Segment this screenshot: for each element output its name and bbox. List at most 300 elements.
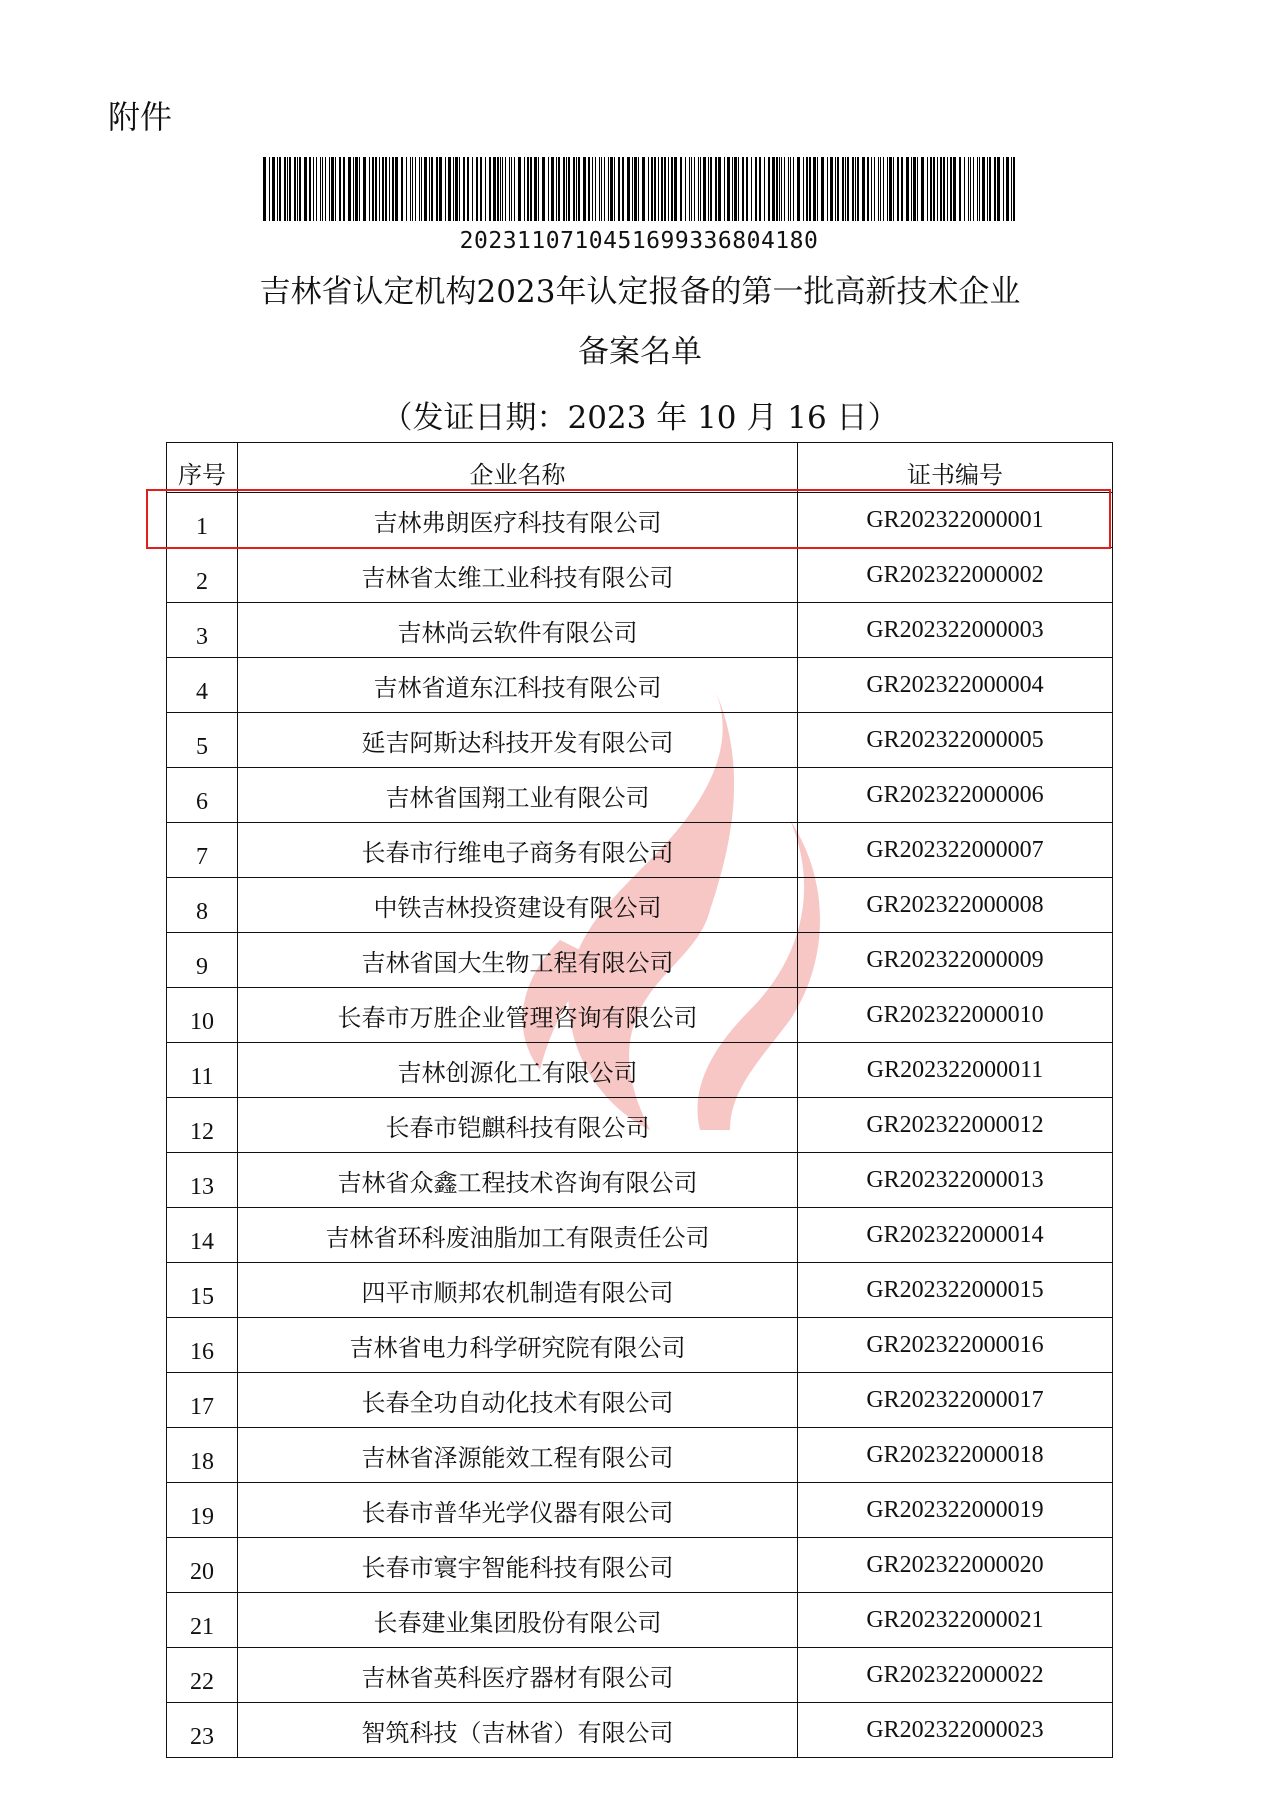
serial-number: 12: [167, 1098, 238, 1153]
barcode-bar: [964, 157, 965, 221]
certificate-number: GR202322000014: [798, 1208, 1113, 1263]
company-name: 吉林省国翔工业有限公司: [238, 768, 798, 823]
barcode-bar: [638, 157, 639, 221]
table-row: [167, 603, 1113, 658]
barcode-bar: [788, 157, 789, 221]
barcode-bar: [463, 157, 465, 221]
serial-number: 13: [167, 1153, 238, 1208]
barcode-bar: [459, 157, 460, 221]
barcode-bar: [299, 157, 301, 221]
barcode-bar: [668, 157, 669, 221]
table-row: [167, 1538, 1113, 1593]
serial-number: 22: [167, 1648, 238, 1703]
barcode-bar: [369, 157, 370, 221]
barcode-bar: [480, 157, 482, 221]
barcode-bar: [551, 157, 554, 221]
barcode-bar: [738, 157, 739, 221]
table-row: [167, 768, 1113, 823]
certificate-number: GR202322000021: [798, 1593, 1113, 1648]
barcode-bar: [917, 157, 918, 221]
certificate-number: GR202322000013: [798, 1153, 1113, 1208]
serial-number: 16: [167, 1318, 238, 1373]
barcode-bar: [429, 157, 430, 221]
barcode-bar: [852, 157, 854, 221]
barcode-bar: [835, 157, 836, 221]
barcode-bar: [568, 157, 570, 221]
barcode-bar: [989, 157, 991, 221]
barcode-bar: [703, 157, 706, 221]
barcode-bar: [689, 157, 690, 221]
barcode-bar: [622, 157, 624, 221]
barcode-bar: [599, 157, 600, 221]
barcode-bar: [671, 157, 673, 221]
barcode-bar: [997, 157, 1000, 221]
barcode-bar: [595, 157, 596, 221]
barcode-bar: [830, 157, 833, 221]
barcode-bar: [279, 157, 281, 221]
barcode-bar: [489, 157, 491, 221]
barcode-bar: [632, 157, 633, 221]
barcode-bar: [906, 157, 909, 221]
barcode-bar: [289, 157, 291, 221]
barcode-bar: [511, 157, 512, 221]
barcode-bar: [563, 157, 565, 221]
barcode-bar: [502, 157, 503, 221]
barcode-bar: [634, 157, 637, 221]
barcode-bar: [322, 157, 323, 221]
barcode-bar: [325, 157, 326, 221]
table-row: [167, 933, 1113, 988]
barcode-bar: [867, 157, 869, 221]
barcode-bar: [566, 157, 567, 221]
barcode-bar: [272, 157, 275, 221]
barcode-bar: [734, 157, 737, 221]
barcode-bar: [448, 157, 451, 221]
company-name: 长春建业集团股份有限公司: [238, 1593, 798, 1648]
table-row: [167, 1483, 1113, 1538]
barcode-bar: [493, 157, 496, 221]
table-row: [167, 878, 1113, 933]
serial-number: 6: [167, 768, 238, 823]
barcode-bar: [406, 157, 407, 221]
barcode-bar: [732, 157, 733, 221]
header-serial: 序号: [167, 443, 238, 493]
barcode-bar: [530, 157, 532, 221]
barcode-bar: [674, 157, 677, 221]
barcode-bar: [614, 157, 615, 221]
barcode-bar: [715, 157, 717, 221]
certificate-number: GR202322000019: [798, 1483, 1113, 1538]
barcode-bar: [439, 157, 442, 221]
barcode-bar: [901, 157, 903, 221]
table-row: [167, 1098, 1113, 1153]
barcode-bar: [610, 157, 613, 221]
barcode-bar: [940, 157, 942, 221]
barcode-bar: [658, 157, 659, 221]
barcode-bar: [392, 157, 394, 221]
company-name: 吉林省英科医疗器材有限公司: [238, 1648, 798, 1703]
table-row: [167, 988, 1113, 1043]
barcode-bar: [817, 157, 818, 221]
barcode-bar: [382, 157, 384, 221]
certificate-number: GR202322000020: [798, 1538, 1113, 1593]
barcode-bar: [700, 157, 701, 221]
barcode-bar: [784, 157, 785, 221]
table-row: [167, 1153, 1113, 1208]
barcode-bar: [618, 157, 620, 221]
barcode-bar: [793, 157, 794, 221]
barcode-bar: [847, 157, 849, 221]
serial-number: 15: [167, 1263, 238, 1318]
barcode-bar: [893, 157, 894, 221]
barcode-bar: [284, 157, 286, 221]
barcode-bar: [947, 157, 948, 221]
serial-number: 23: [167, 1703, 238, 1758]
barcode-bar: [842, 157, 844, 221]
barcode-bar: [518, 157, 521, 221]
company-name: 吉林尚云软件有限公司: [238, 603, 798, 658]
header-certificate-no: 证书编号: [798, 443, 1113, 493]
barcode-bar: [500, 157, 501, 221]
barcode-bar: [813, 157, 816, 221]
company-name: 吉林弗朗医疗科技有限公司: [238, 493, 798, 548]
barcode-bar: [445, 157, 446, 221]
barcode-bar: [421, 157, 422, 221]
company-name: 吉林创源化工有限公司: [238, 1043, 798, 1098]
table-row: [167, 1703, 1113, 1758]
table-row: [167, 1263, 1113, 1318]
barcode-bar: [897, 157, 899, 221]
barcode-bar: [297, 157, 298, 221]
barcode-bar: [751, 157, 752, 221]
barcode-bar: [708, 157, 709, 221]
company-name: 吉林省众鑫工程技术咨询有限公司: [238, 1153, 798, 1208]
certificate-number: GR202322000006: [798, 768, 1113, 823]
barcode-number: 2023110710451699336804180: [459, 228, 819, 254]
barcode-bar: [375, 157, 377, 221]
company-name: 吉林省国大生物工程有限公司: [238, 933, 798, 988]
serial-number: 1: [167, 493, 238, 548]
certificate-number: GR202322000012: [798, 1098, 1113, 1153]
barcode-bar: [803, 157, 804, 221]
table-row: [167, 1373, 1113, 1428]
barcode-bar: [424, 157, 427, 221]
certificate-number: GR202322000017: [798, 1373, 1113, 1428]
barcode-bar: [335, 157, 336, 221]
barcode-bar: [862, 157, 865, 221]
barcode-bar: [790, 157, 791, 221]
highlight-box-row-1: [146, 489, 1111, 549]
barcode-bar: [331, 157, 334, 221]
barcode-bar: [263, 157, 266, 221]
barcode-bar: [329, 157, 330, 221]
barcode-bar: [845, 157, 846, 221]
barcode-bar: [410, 157, 411, 221]
barcode-bar: [779, 157, 780, 221]
certificate-number: GR202322000011: [798, 1043, 1113, 1098]
certificate-number: GR202322000005: [798, 713, 1113, 768]
barcode-bar: [821, 157, 824, 221]
barcode-bar: [359, 157, 360, 221]
certificate-number: GR202322000001: [798, 493, 1113, 548]
table-row: [167, 823, 1113, 878]
barcode-bar: [889, 157, 892, 221]
barcode-bar: [476, 157, 478, 221]
barcode-bar: [797, 157, 800, 221]
barcode-bar: [309, 157, 311, 221]
barcode-bar: [698, 157, 699, 221]
certificate-number: GR202322000022: [798, 1648, 1113, 1703]
barcode-bar: [1003, 157, 1004, 221]
barcode-bar: [968, 157, 969, 221]
barcode-bar: [363, 157, 366, 221]
serial-number: 11: [167, 1043, 238, 1098]
table-header-row: [167, 443, 1113, 493]
certificate-number: GR202322000009: [798, 933, 1113, 988]
barcode-bar: [977, 157, 978, 221]
serial-number: 21: [167, 1593, 238, 1648]
document-title: 吉林省认定机构2023年认定报备的第一批高新技术企业: [259, 274, 1021, 310]
barcode-bar: [320, 157, 321, 221]
company-name: 长春市普华光学仪器有限公司: [238, 1483, 798, 1538]
barcode-bar: [548, 157, 549, 221]
certificate-number: GR202322000018: [798, 1428, 1113, 1483]
table-row: [167, 1648, 1113, 1703]
certificate-number: GR202322000008: [798, 878, 1113, 933]
barcode-bar: [379, 157, 380, 221]
barcode-bar: [764, 157, 765, 221]
barcode-bar: [485, 157, 486, 221]
barcode-bar: [1013, 157, 1015, 221]
barcode-bar: [887, 157, 888, 221]
barcode-bar: [385, 157, 387, 221]
barcode-bar: [467, 157, 469, 221]
barcode-bar: [755, 157, 757, 221]
certificate-number: GR202322000002: [798, 548, 1113, 603]
company-name: 延吉阿斯达科技开发有限公司: [238, 713, 798, 768]
barcode-bar: [694, 157, 695, 221]
certificate-number: GR202322000015: [798, 1263, 1113, 1318]
certificate-number: GR202322000023: [798, 1703, 1113, 1758]
barcode-bar: [353, 157, 354, 221]
serial-number: 18: [167, 1428, 238, 1483]
barcode-bar: [994, 157, 996, 221]
barcode-bar: [497, 157, 499, 221]
table-row: [167, 1593, 1113, 1648]
barcode-bar: [627, 157, 630, 221]
company-name: 吉林省电力科学研究院有限公司: [238, 1318, 798, 1373]
barcode-bar: [1006, 157, 1009, 221]
serial-number: 14: [167, 1208, 238, 1263]
company-name: 吉林省道东江科技有限公司: [238, 658, 798, 713]
barcode-bar: [953, 157, 956, 221]
barcode-bar: [781, 157, 782, 221]
table-row: [167, 1428, 1113, 1483]
barcode-bar: [415, 157, 416, 221]
document-subtitle: 备案名单: [578, 334, 702, 370]
serial-number: 9: [167, 933, 238, 988]
barcode-bar: [431, 157, 433, 221]
barcode-bar: [768, 157, 770, 221]
barcode-bar: [509, 157, 510, 221]
barcode-bar: [685, 157, 686, 221]
company-name: 长春市铠麒科技有限公司: [238, 1098, 798, 1153]
barcode-bar: [592, 157, 593, 221]
barcode-bar: [921, 157, 924, 221]
barcode-bar: [855, 157, 856, 221]
barcode-image: [263, 157, 1015, 221]
serial-number: 5: [167, 713, 238, 768]
company-name: 长春市行维电子商务有限公司: [238, 823, 798, 878]
barcode-bar: [287, 157, 288, 221]
barcode-bar: [913, 157, 916, 221]
serial-number: 17: [167, 1373, 238, 1428]
company-name: 中铁吉林投资建设有限公司: [238, 878, 798, 933]
company-name: 长春市万胜企业管理咨询有限公司: [238, 988, 798, 1043]
barcode-bar: [304, 157, 307, 221]
barcode-bar: [654, 157, 656, 221]
serial-number: 10: [167, 988, 238, 1043]
barcode-bar: [930, 157, 932, 221]
barcode-bar: [727, 157, 730, 221]
barcode-bar: [759, 157, 761, 221]
barcode-bar: [578, 157, 580, 221]
barcode-bar: [937, 157, 938, 221]
table-row: [167, 1318, 1113, 1373]
certificate-number: GR202322000003: [798, 603, 1113, 658]
serial-number: 8: [167, 878, 238, 933]
barcode-bar: [776, 157, 778, 221]
barcode-bar: [950, 157, 952, 221]
issue-date: （发证日期：2023 年 10 月 16 日）: [381, 400, 899, 436]
company-name: 智筑科技（吉林省）有限公司: [238, 1703, 798, 1758]
barcode-bar: [472, 157, 473, 221]
company-name: 长春全功自动化技术有限公司: [238, 1373, 798, 1428]
barcode-bar: [556, 157, 557, 221]
barcode-bar: [316, 157, 317, 221]
barcode-bar: [718, 157, 721, 221]
barcode-bar: [880, 157, 881, 221]
barcode-bar: [401, 157, 403, 221]
barcode-bar: [642, 157, 645, 221]
company-name: 四平市顺邦农机制造有限公司: [238, 1263, 798, 1318]
barcode-bar: [878, 157, 879, 221]
barcode-bar: [648, 157, 649, 221]
table-row: [167, 1208, 1113, 1263]
barcode-bar: [412, 157, 413, 221]
barcode-bar: [664, 157, 666, 221]
barcode-bar: [453, 157, 454, 221]
barcode-bar: [959, 157, 961, 221]
barcode-bar: [927, 157, 928, 221]
company-name: 长春市寰宇智能科技有限公司: [238, 1538, 798, 1593]
barcode-bar: [588, 157, 590, 221]
barcode-bar: [746, 157, 748, 221]
barcode-bar: [455, 157, 458, 221]
barcode-bar: [573, 157, 575, 221]
barcode-bar: [339, 157, 341, 221]
barcode-bar: [973, 157, 974, 221]
attachment-label: 附件: [108, 98, 173, 136]
barcode-bar: [772, 157, 775, 221]
barcode-bar: [970, 157, 971, 221]
barcode-bar: [542, 157, 545, 221]
barcode-bar: [389, 157, 390, 221]
table-row: [167, 713, 1113, 768]
barcode-bar: [604, 157, 605, 221]
barcode-bar: [806, 157, 808, 221]
barcode-bar: [348, 157, 351, 221]
table-row: [167, 1043, 1113, 1098]
barcode-bar: [527, 157, 529, 221]
barcode-bar: [1011, 157, 1012, 221]
barcode-bar: [608, 157, 609, 221]
barcode-bar: [419, 157, 420, 221]
barcode-bar: [294, 157, 296, 221]
barcode-bar: [277, 157, 278, 221]
serial-number: 3: [167, 603, 238, 658]
barcode-bar: [943, 157, 945, 221]
barcode-bar: [395, 157, 398, 221]
company-name: 吉林省环科废油脂加工有限责任公司: [238, 1208, 798, 1263]
company-name: 吉林省泽源能效工程有限公司: [238, 1428, 798, 1483]
barcode-bar: [809, 157, 811, 221]
enterprise-list-table: [166, 442, 1113, 1758]
serial-number: 7: [167, 823, 238, 878]
certificate-number: GR202322000007: [798, 823, 1113, 878]
barcode-bar: [558, 157, 560, 221]
certificate-number: GR202322000010: [798, 988, 1113, 1043]
serial-number: 20: [167, 1538, 238, 1593]
barcode-bar: [601, 157, 602, 221]
company-name: 吉林省太维工业科技有限公司: [238, 548, 798, 603]
barcode-bar: [343, 157, 345, 221]
barcode-bar: [979, 157, 980, 221]
serial-number: 4: [167, 658, 238, 713]
barcode-bar: [651, 157, 653, 221]
table-row: [167, 658, 1113, 713]
barcode-bar: [355, 157, 358, 221]
barcode-bar: [534, 157, 537, 221]
certificate-number: GR202322000004: [798, 658, 1113, 713]
serial-number: 2: [167, 548, 238, 603]
header-company-name: 企业名称: [238, 443, 798, 493]
barcode-bar: [505, 157, 506, 221]
barcode-bar: [874, 157, 875, 221]
barcode-bar: [933, 157, 935, 221]
barcode-bar: [538, 157, 539, 221]
barcode-bar: [911, 157, 912, 221]
barcode-bar: [691, 157, 692, 221]
barcode-bar: [514, 157, 515, 221]
barcode-bar: [837, 157, 839, 221]
barcode-bar: [742, 157, 744, 221]
barcode-bar: [680, 157, 682, 221]
barcode-bar: [987, 157, 988, 221]
barcode-bar: [313, 157, 314, 221]
barcode-bar: [827, 157, 828, 221]
barcode-bar: [883, 157, 884, 221]
barcode-bar: [576, 157, 577, 221]
barcode-bar: [871, 157, 872, 221]
barcode-bar: [372, 157, 374, 221]
barcode-bar: [982, 157, 985, 221]
table-row: [167, 548, 1113, 603]
barcode-bar: [710, 157, 712, 221]
barcode-bar: [583, 157, 586, 221]
barcode-bar: [661, 157, 663, 221]
certificate-number: GR202322000016: [798, 1318, 1113, 1373]
